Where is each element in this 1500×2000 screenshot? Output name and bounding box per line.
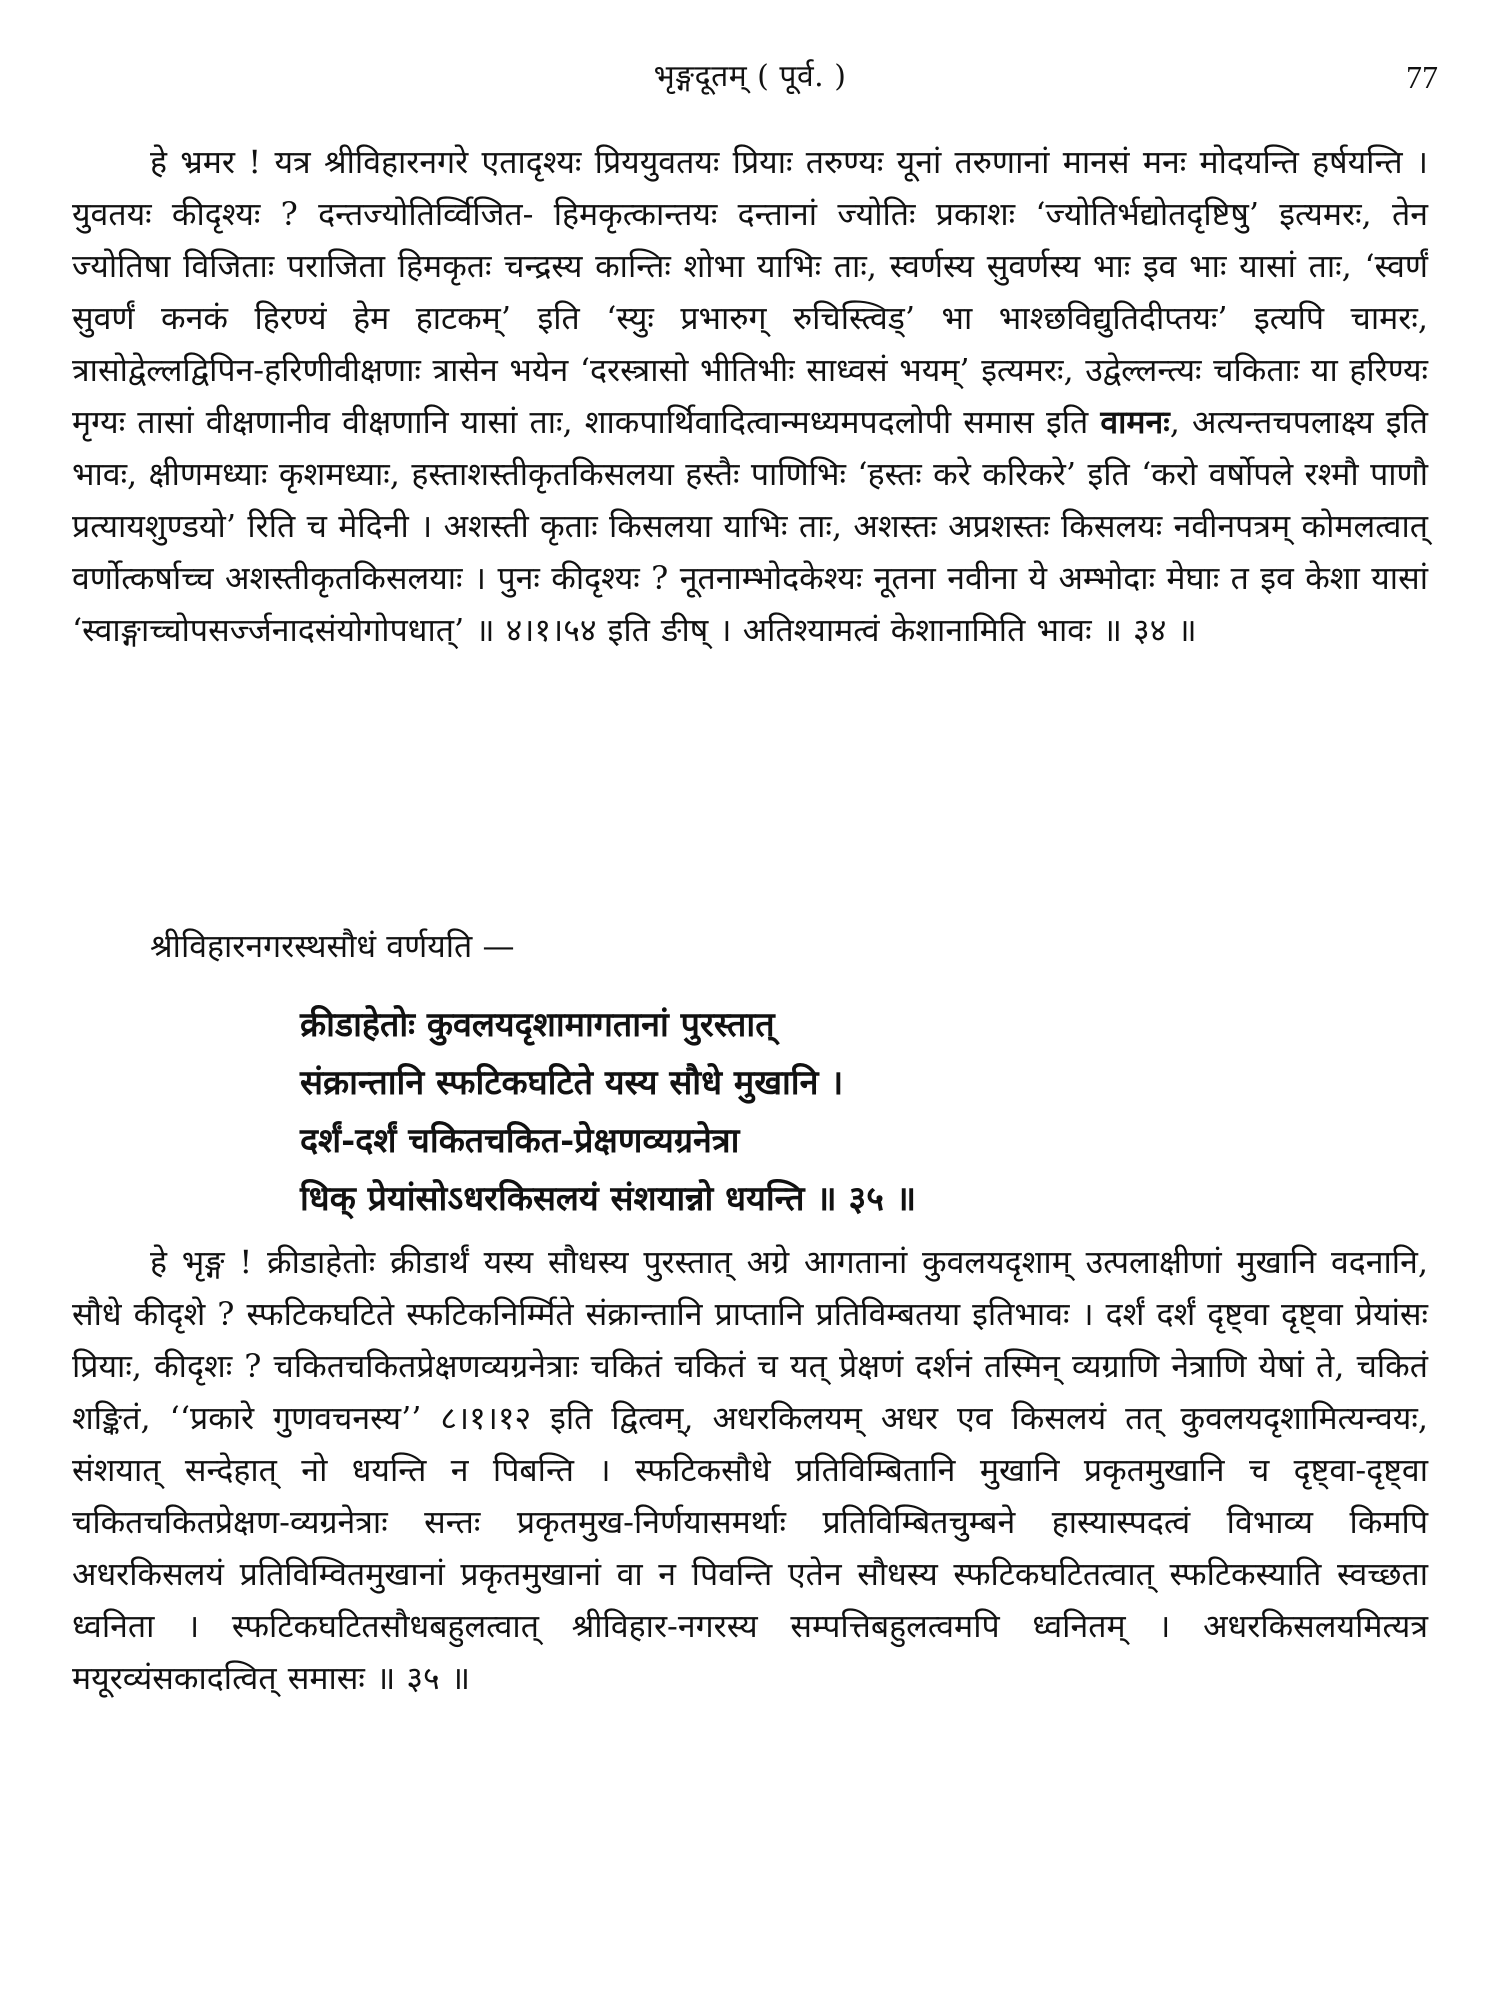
commentary-verse-34: [72, 136, 1428, 656]
verse-line-2: संक्रान्तानि स्फटिकघटिते यस्य सौधे मुखानि ।: [300, 1063, 844, 1103]
verse-line-3: दर्शं-दर्शं चकितचकित-प्रेक्षणव्यग्रनेत्रा: [300, 1121, 740, 1161]
commentary-text-part2: , अत्यन्तचपलाक्ष्य इति भावः, क्षीणमध्याः कृशमध्याः, हस्ताशस्तीकृतकिसलया हस्तैः पाणिभिः ‘हस्तः करे करिकरे’ इति ‘करो वर्षोपले रश्मौ पाणौ प्रत्यायशुण्डयो’ रिति च मेदिनी । अशस्ती कृताः किसलया याभिः ताः, अशस्तः अप्रशस्तः किसलयः नवीनपत्रम् कोमलत्वात् वर्णोत्कर्षाच्च अशस्तीकृतकिसलयाः । पुनः कीदृश्यः ? नूतनाम्भोदकेश्यः नूतना नवीना ये अम्भोदाः मेघाः त इव केशा यासां ‘स्वाङ्गाच्चोपसर्ज्जनादसंयोगोपधात्’ ॥ ४।१।५४ इति ङीष् । अतिश्यामत्वं केशानामिति भावः ॥ ३४ ॥: [72, 403, 1428, 649]
commentary-text-part1: हे भ्रमर ! यत्र श्रीविहारनगरे एतादृश्यः प्रिययुवतयः प्रियाः तरुण्यः यूनां तरुणानां मानसं मनः मोदयन्ति हर्षयन्ति । युवतयः कीदृश्यः ? दन्तज्योतिर्व्विजित- हिमकृत्कान्तयः दन्तानां ज्योतिः प्रकाशः ‘ज्योतिर्भद्योतदृष्टिषु’ इत्यमरः, तेन ज्योतिषा विजिताः पराजिता हिमकृतः चन्द्रस्य कान्तिः शोभा याभिः ताः, स्वर्णस्य सुवर्णस्य भाः इव भाः यासां ताः, ‘स्वर्णं सुवर्णं कनकं हिरण्यं हेम हाटकम्’ इति ‘स्युः प्रभारुग् रुचिस्त्विड्’ भा भाश्छविद्युतिदीप्तयः’ इत्यपि चामरः, त्रासोद्वेल्लद्विपिन-हरिणीवीक्षणाः त्रासेन भयेन ‘दरस्त्रासो भीतिभीः साध्वसं भयम्’ इत्यमरः, उद्वेल्लन्त्यः चकिताः या हरिण्यः मृग्यः तासां वीक्षणानीव वीक्षणानि यासां ताः, शाकपार्थिवादित्वान्मध्यमपदलोपी समास इति: [72, 143, 1428, 441]
verse-line-4: धिक् प्रेयांसोऽधरकिसलयं संशयान्नो धयन्ति ॥ ३५ ॥: [300, 1179, 917, 1219]
commentary-paragraph: हे भृङ्ग ! क्रीडाहेतोः क्रीडार्थं यस्य सौधस्य पुरस्तात् अग्रे आगतानां कुवलयदृशाम् उत्पलाक्षीणां मुखानि वदनानि, सौधे कीदृशे ? स्फटिकघटिते स्फटिकनिर्म्मिते संक्रान्तानि प्राप्तानि प्रतिविम्बतया इतिभावः । दर्शं दर्शं दृष्ट्वा दृष्ट्वा प्रेयांसः प्रियाः, कीदृशः ? चकितचकितप्रेक्षणव्यग्रनेत्राः चकितं चकितं च यत् प्रेक्षणं दर्शनं तस्मिन् व्यग्राणि नेत्राणि येषां ते, चकितं शङ्कितं, ‘‘प्रकारे गुणवचनस्य’’ ८।१।१२ इति द्वित्वम्, अधरकिलयम् अधर एव किसलयं तत् कुवलयदृशामित्यन्वयः, संशयात् सन्देहात् नो धयन्ति न पिबन्ति । स्फटिकसौधे प्रतिविम्बितानि मुखानि प्रकृतमुखानि च दृष्ट्वा-दृष्ट्वा चकितचकितप्रेक्षण-व्यग्रनेत्राः सन्तः प्रकृतमुख-निर्णयासमर्थाः प्रतिविम्बितचुम्बने हास्यास्पदत्वं विभाव्य किमपि अधरकिसलयं प्रतिविम्वितमुखानां प्रकृतमुखानां वा न पिवन्ति एतेन सौधस्य स्फटिकघटितत्वात् स्फटिकस्याति स्वच्छता ध्वनिता । स्फटिकघटितसौधबहुलत्वात् श्रीविहार-नगरस्य सम्पत्तिबहुलत्वमपि ध्वनितम् । अधरकिसलयमित्यत्र मयूरव्यंसकादत्वित् समासः ॥ ३५ ॥: [72, 1243, 1428, 1697]
cited-author-vamana: वामनः: [1100, 403, 1170, 441]
commentary-paragraph: [72, 136, 1428, 656]
verse-35: [300, 996, 1350, 1228]
running-title: भृङ्गदूतम् ( पूर्व. ): [653, 59, 847, 94]
running-header: [0, 52, 1500, 102]
commentary-verse-35: [72, 1236, 1428, 1704]
verse-introduction: श्रीविहारनगरस्थसौधं वर्णयति —: [150, 927, 515, 965]
verse-line-1: क्रीडाहेतोः कुवलयदृशामागतानां पुरस्तात्: [300, 1005, 775, 1045]
page-number: 77: [1406, 59, 1438, 95]
